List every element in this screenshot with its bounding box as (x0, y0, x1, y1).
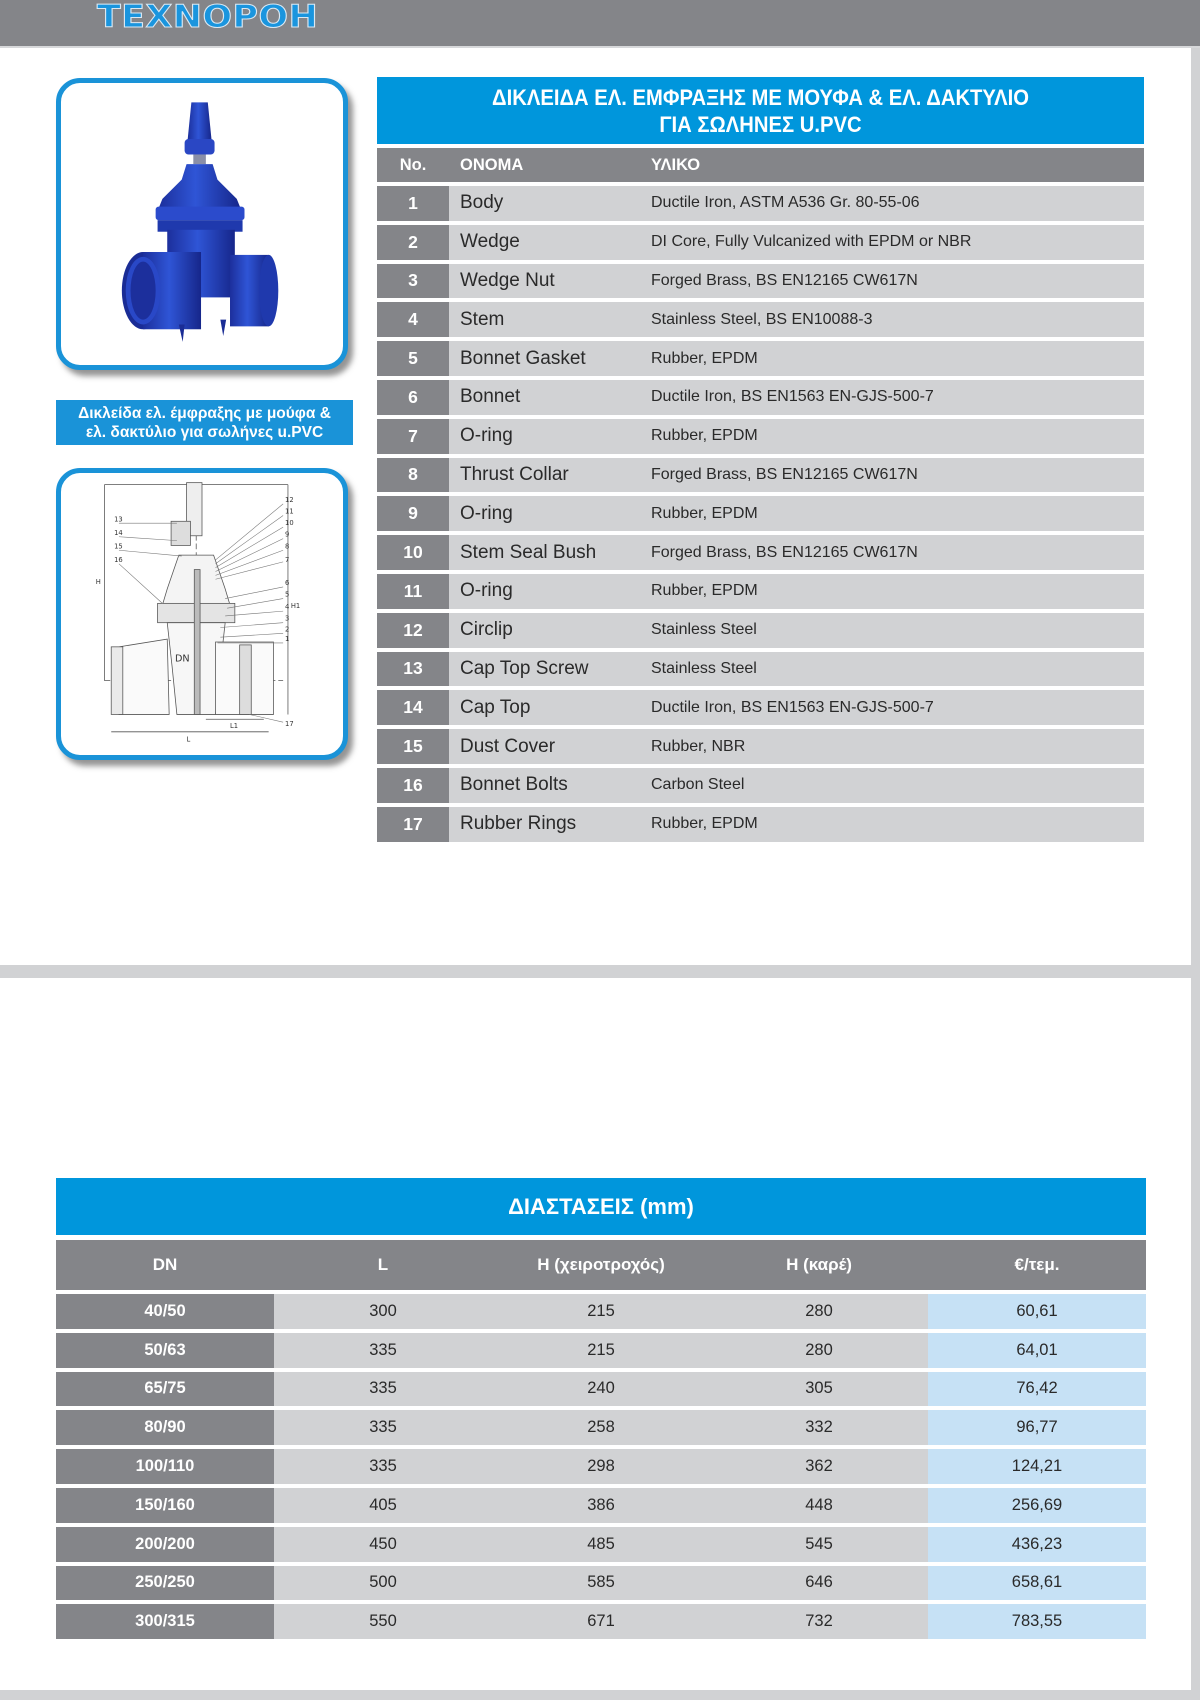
part-number: 7 (377, 419, 449, 454)
dimensions-table-body (56, 1294, 1146, 1639)
table-row (56, 1566, 1146, 1601)
h-handwheel-cell: 215 (492, 1333, 710, 1368)
part-name: Stem Seal Bush (449, 535, 651, 570)
column-header-dn: DN (152, 1255, 178, 1274)
part-name: O-ring (449, 496, 651, 531)
svg-text:1: 1 (285, 635, 290, 644)
part-number: 12 (377, 613, 449, 648)
product-photo-card (56, 78, 348, 370)
svg-text:9: 9 (285, 530, 290, 539)
part-name: Bonnet (449, 380, 651, 415)
h-handwheel-cell: 485 (492, 1527, 710, 1562)
part-number: 1 (377, 186, 449, 221)
l-cell: 500 (274, 1566, 492, 1601)
h-handwheel-cell: 386 (492, 1488, 710, 1523)
svg-text:12: 12 (285, 495, 294, 504)
product-caption (56, 400, 353, 445)
technical-drawing-card (56, 468, 348, 760)
dn-cell: 100/110 (56, 1449, 274, 1484)
dimensions-table (56, 1178, 1146, 1639)
table-row (377, 613, 1144, 648)
price-cell: 783,55 (928, 1604, 1146, 1639)
dn-cell: 300/315 (56, 1604, 274, 1639)
part-number: 2 (377, 225, 449, 260)
l-cell: 335 (274, 1333, 492, 1368)
h-square-cell: 332 (710, 1410, 928, 1445)
table-row (377, 419, 1144, 454)
part-name: Cap Top Screw (449, 652, 651, 687)
table-row (377, 535, 1144, 570)
svg-text:14: 14 (114, 528, 123, 537)
part-material: Carbon Steel (651, 768, 1144, 803)
h-handwheel-cell: 671 (492, 1604, 710, 1639)
page-edge-strip (1191, 48, 1200, 1700)
svg-text:6: 6 (285, 579, 290, 588)
dn-cell: 40/50 (56, 1294, 274, 1329)
svg-text:16: 16 (114, 555, 123, 564)
page-bottom-band (0, 1690, 1200, 1700)
svg-text:17: 17 (285, 720, 294, 729)
h-square-cell: 732 (710, 1604, 928, 1639)
table-row (56, 1410, 1146, 1445)
dimensions-table-title: ΔΙΑΣΤΑΣΕΙΣ (mm) (56, 1178, 1146, 1235)
part-material: Stainless Steel, BS EN10088-3 (651, 302, 1144, 337)
part-number: 10 (377, 535, 449, 570)
part-material: Stainless Steel (651, 613, 1144, 648)
svg-text:7: 7 (285, 555, 290, 564)
table-row (377, 574, 1144, 609)
table-row (377, 496, 1144, 531)
svg-text:H: H (95, 578, 101, 587)
brand-logo: ΤΕΧΝΟΡΟΗ (97, 0, 319, 35)
dimensions-table-header (56, 1240, 1146, 1290)
table-row (56, 1333, 1146, 1368)
h-square-cell: 305 (710, 1372, 928, 1407)
part-material: Rubber, EPDM (651, 419, 1144, 454)
part-number: 8 (377, 458, 449, 493)
caption-line-1: Δικλείδα ελ. έμφραξης με μούφα & (78, 405, 331, 422)
l-cell: 550 (274, 1604, 492, 1639)
part-material: Forged Brass, BS EN12165 CW617N (651, 264, 1144, 299)
svg-text:15: 15 (114, 542, 123, 551)
svg-text:L1: L1 (230, 721, 239, 730)
part-material: Rubber, EPDM (651, 496, 1144, 531)
h-square-cell: 545 (710, 1527, 928, 1562)
part-material: Forged Brass, BS EN12165 CW617N (651, 458, 1144, 493)
part-material: Ductile Iron, ASTM A536 Gr. 80-55-06 (651, 186, 1144, 221)
part-name: Wedge Nut (449, 264, 651, 299)
column-header-no: No. (399, 155, 427, 174)
part-name: Circlip (449, 613, 651, 648)
table-row (56, 1449, 1146, 1484)
l-cell: 335 (274, 1410, 492, 1445)
svg-text:DN: DN (174, 653, 190, 665)
price-cell: 658,61 (928, 1566, 1146, 1601)
part-number: 5 (377, 341, 449, 376)
part-name: Cap Top (449, 690, 651, 725)
part-number: 6 (377, 380, 449, 415)
table-row (56, 1372, 1146, 1407)
part-material: Rubber, EPDM (651, 574, 1144, 609)
part-material: Rubber, EPDM (651, 341, 1144, 376)
l-cell: 450 (274, 1527, 492, 1562)
table-row (56, 1604, 1146, 1639)
part-name: O-ring (449, 419, 651, 454)
part-name: Bonnet Bolts (449, 768, 651, 803)
table-row (377, 807, 1144, 842)
table-row (377, 225, 1144, 260)
price-cell: 60,61 (928, 1294, 1146, 1329)
l-cell: 335 (274, 1449, 492, 1484)
part-number: 3 (377, 264, 449, 299)
part-name: Wedge (449, 225, 651, 260)
column-header-material: ΥΛΙΚΟ (651, 155, 701, 174)
svg-text:3: 3 (285, 614, 290, 623)
part-material: Ductile Iron, BS EN1563 EN-GJS-500-7 (651, 380, 1144, 415)
part-material: Stainless Steel (651, 652, 1144, 687)
h-handwheel-cell: 298 (492, 1449, 710, 1484)
table-row (377, 768, 1144, 803)
part-name: Body (449, 186, 651, 221)
part-number: 14 (377, 690, 449, 725)
table-row (377, 302, 1144, 337)
svg-text:10: 10 (285, 519, 294, 528)
svg-text:13: 13 (114, 515, 123, 524)
table-row (377, 729, 1144, 764)
parts-table-title (377, 77, 1144, 144)
part-material: Rubber, NBR (651, 729, 1144, 764)
price-cell: 436,23 (928, 1527, 1146, 1562)
part-number: 16 (377, 768, 449, 803)
parts-table-body (377, 186, 1144, 842)
dn-cell: 200/200 (56, 1527, 274, 1562)
column-header-name: ΟΝΟΜΑ (460, 155, 524, 174)
parts-table-header (377, 148, 1144, 182)
part-name: Bonnet Gasket (449, 341, 651, 376)
svg-text:L: L (186, 735, 191, 744)
table-row (377, 186, 1144, 221)
part-material: DI Core, Fully Vulcanized with EPDM or NBR (651, 225, 1144, 260)
column-header-h-square: H (καρέ) (786, 1255, 852, 1274)
dn-cell: 150/160 (56, 1488, 274, 1523)
part-number: 11 (377, 574, 449, 609)
dn-cell: 80/90 (56, 1410, 274, 1445)
part-name: Stem (449, 302, 651, 337)
parts-title-line-2: ΓΙΑ ΣΩΛΗΝΕΣ U.PVC (659, 112, 862, 137)
table-row (377, 380, 1144, 415)
column-header-price: €/τεμ. (1014, 1255, 1060, 1274)
part-name: Dust Cover (449, 729, 651, 764)
h-square-cell: 280 (710, 1294, 928, 1329)
dn-cell: 65/75 (56, 1372, 274, 1407)
price-cell: 64,01 (928, 1333, 1146, 1368)
svg-text:5: 5 (285, 590, 290, 599)
h-handwheel-cell: 258 (492, 1410, 710, 1445)
table-row (377, 264, 1144, 299)
table-row (56, 1294, 1146, 1329)
h-square-cell: 362 (710, 1449, 928, 1484)
gate-valve-cross-section-icon (61, 473, 343, 755)
part-name: Thrust Collar (449, 458, 651, 493)
parts-title-line-1: ΔΙΚΛΕΙΔΑ ΕΛ. ΕΜΦΡΑΞΗΣ ΜΕ ΜΟΥΦΑ & ΕΛ. ΔΑΚΤΥΛΙΟ (492, 85, 1029, 110)
dn-cell: 250/250 (56, 1566, 274, 1601)
part-material: Forged Brass, BS EN12165 CW617N (651, 535, 1144, 570)
table-row (377, 652, 1144, 687)
h-square-cell: 280 (710, 1333, 928, 1368)
header-bar (0, 0, 1200, 48)
part-name: Rubber Rings (449, 807, 651, 842)
price-cell: 96,77 (928, 1410, 1146, 1445)
part-name: O-ring (449, 574, 651, 609)
table-row (56, 1527, 1146, 1562)
h-handwheel-cell: 585 (492, 1566, 710, 1601)
h-square-cell: 646 (710, 1566, 928, 1601)
svg-text:11: 11 (285, 507, 294, 516)
caption-line-2: ελ. δακτύλιο για σωλήνες u.PVC (85, 424, 324, 441)
h-square-cell: 448 (710, 1488, 928, 1523)
table-row (377, 341, 1144, 376)
gate-valve-photo-icon (61, 83, 343, 365)
section-divider (0, 965, 1200, 978)
svg-text:2: 2 (285, 625, 290, 634)
l-cell: 335 (274, 1372, 492, 1407)
part-material: Rubber, EPDM (651, 807, 1144, 842)
svg-text:8: 8 (285, 542, 290, 551)
table-row (377, 458, 1144, 493)
price-cell: 124,21 (928, 1449, 1146, 1484)
column-header-l: L (377, 1255, 389, 1274)
parts-table (377, 77, 1144, 842)
svg-text:4: 4 (285, 603, 290, 612)
h-handwheel-cell: 215 (492, 1294, 710, 1329)
dn-cell: 50/63 (56, 1333, 274, 1368)
part-number: 15 (377, 729, 449, 764)
l-cell: 405 (274, 1488, 492, 1523)
part-number: 4 (377, 302, 449, 337)
table-row (56, 1488, 1146, 1523)
svg-text:H1: H1 (290, 602, 301, 611)
part-number: 9 (377, 496, 449, 531)
price-cell: 76,42 (928, 1372, 1146, 1407)
table-row (377, 690, 1144, 725)
column-header-h-handwheel: H (χειροτροχός) (537, 1255, 665, 1274)
h-handwheel-cell: 240 (492, 1372, 710, 1407)
part-number: 17 (377, 807, 449, 842)
part-material: Ductile Iron, BS EN1563 EN-GJS-500-7 (651, 690, 1144, 725)
l-cell: 300 (274, 1294, 492, 1329)
part-number: 13 (377, 652, 449, 687)
price-cell: 256,69 (928, 1488, 1146, 1523)
